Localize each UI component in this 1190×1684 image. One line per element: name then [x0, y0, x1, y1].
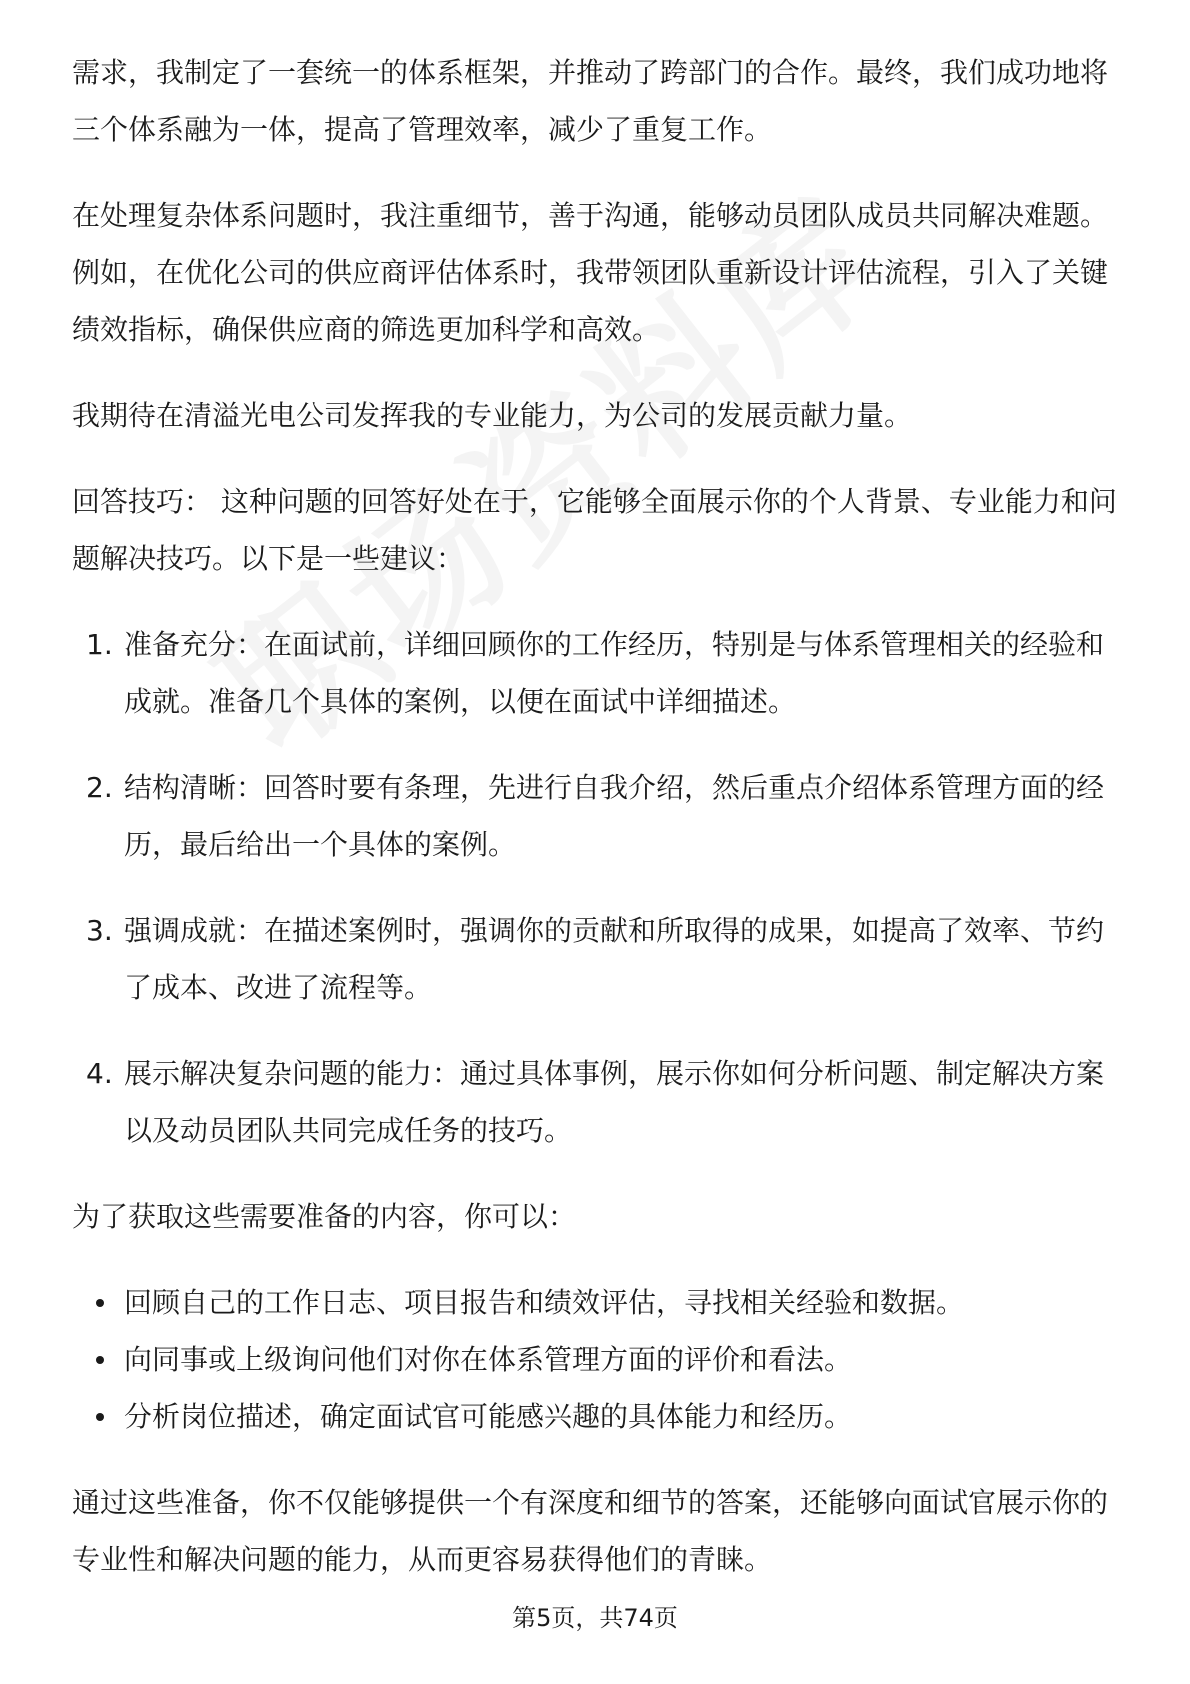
list-item-text: 回顾自己的工作日志、项目报告和绩效评估，寻找相关经验和数据。 — [124, 1286, 965, 1319]
paragraph-intro-end: 需求，我制定了一套统一的体系框架，并推动了跨部门的合作。最终，我们成功地将三个体系融为一体，提高了管理效率，减少了重复工作。 — [72, 56, 1109, 146]
paragraph-answer-tips: 回答技巧： 这种问题的回答好处在于，它能够全面展示你的个人背景、专业能力和问题解决技巧。以下是一些建议： — [72, 485, 1117, 575]
paragraph-expectation: 我期待在清溢光电公司发挥我的专业能力，为公司的发展贡献力量。 — [72, 399, 913, 432]
paragraph-conclusion: 通过这些准备，你不仅能够提供一个有深度和细节的答案，还能够向面试官展示你的专业性和解决问题的能力，从而更容易获得他们的青睐。 — [72, 1486, 1109, 1576]
list-number: 1. — [86, 628, 113, 661]
list-item — [72, 1274, 1122, 1331]
list-item — [72, 1331, 1122, 1388]
bullet-list — [72, 1274, 1122, 1445]
list-number: 2. — [86, 771, 113, 804]
bullet-icon — [96, 1413, 104, 1421]
bullet-icon — [96, 1356, 104, 1364]
list-item — [72, 1388, 1122, 1445]
paragraph-complex-systems: 在处理复杂体系问题时，我注重细节，善于沟通，能够动员团队成员共同解决难题。例如，在优化公司的供应商评估体系时，我带领团队重新设计评估流程，引入了关键绩效指标，确保供应商的筛选更加科学和高效。 — [72, 199, 1109, 346]
page-number: 第5页，共74页 — [512, 1604, 678, 1632]
list-item-text: 结构清晰：回答时要有条理，先进行自我介绍，然后重点介绍体系管理方面的经历，最后给出一个具体的案例。 — [124, 771, 1105, 861]
list-item — [72, 1045, 1122, 1159]
list-item-text: 展示解决复杂问题的能力：通过具体事例，展示你如何分析问题、制定解决方案以及动员团队共同完成任务的技巧。 — [124, 1057, 1105, 1147]
list-item — [72, 616, 1122, 730]
list-number: 4. — [86, 1057, 113, 1090]
list-item-text: 强调成就：在描述案例时，强调你的贡献和所取得的成果，如提高了效率、节约了成本、改进了流程等。 — [124, 914, 1105, 1004]
list-item-text: 准备充分：在面试前，详细回顾你的工作经历，特别是与体系管理相关的经验和成就。准备几个具体的案例，以便在面试中详细描述。 — [124, 628, 1105, 718]
list-item — [72, 759, 1122, 873]
tips-list — [72, 616, 1122, 1159]
list-item-text: 向同事或上级询问他们对你在体系管理方面的评价和看法。 — [124, 1343, 853, 1376]
list-item-text: 分析岗位描述，确定面试官可能感兴趣的具体能力和经历。 — [124, 1400, 853, 1433]
bullet-icon — [96, 1299, 104, 1307]
document-body — [72, 44, 1122, 1617]
list-item — [72, 902, 1122, 1016]
paragraph-preparation: 为了获取这些需要准备的内容，你可以： — [72, 1200, 577, 1233]
list-number: 3. — [86, 914, 113, 947]
